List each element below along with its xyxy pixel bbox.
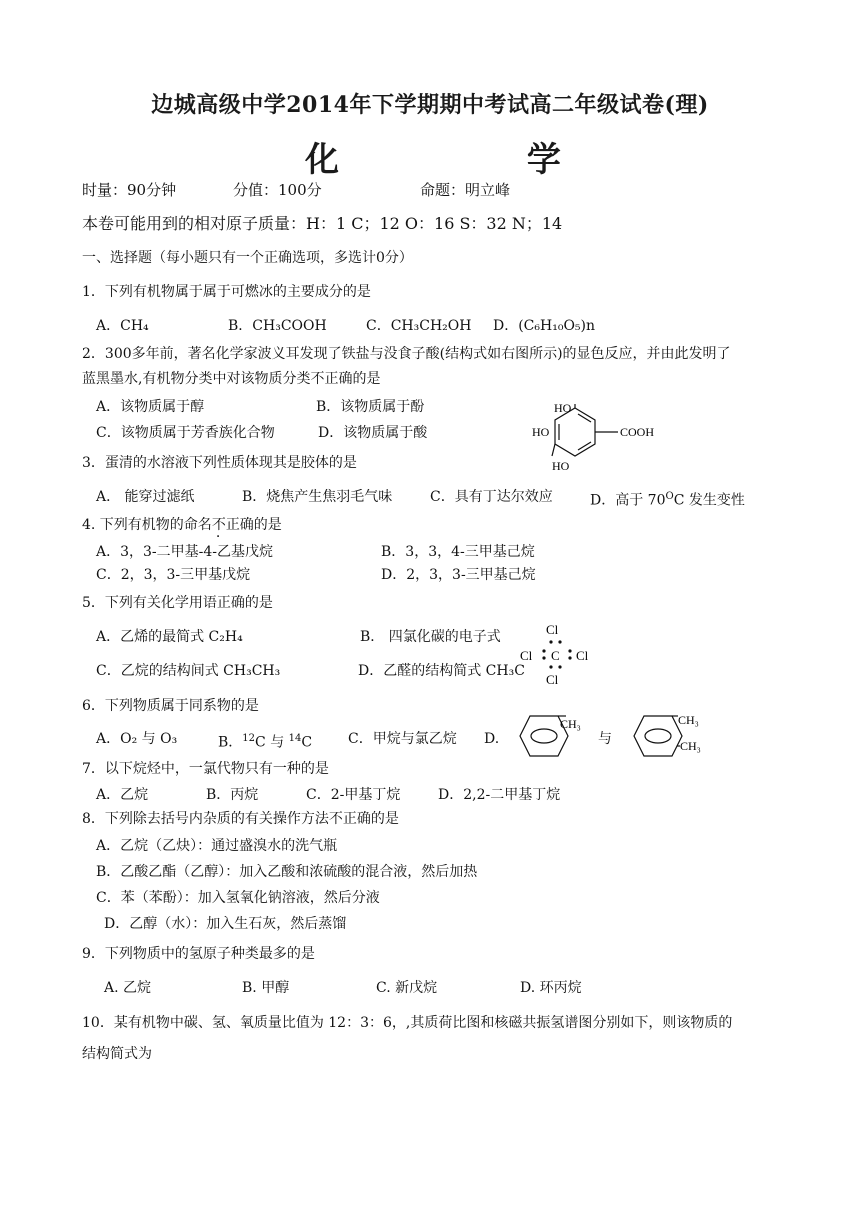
- q5-option-a: A．乙烯的最简式 C₂H₄: [96, 629, 243, 645]
- q3-option-d: D．高于 $70^OC$ 发生变性: [590, 491, 745, 509]
- q5-option-d: D．乙醛的结构简式 CH₃C: [358, 663, 525, 679]
- q6-stem: 6．下列物质属于同系物的是: [82, 698, 259, 714]
- cl-bottom: Cl: [546, 672, 559, 687]
- q1-option-b: B．CH₃COOH: [228, 318, 327, 334]
- q3-stem: 3．蛋清的水溶液下列性质体现其是胶体的是: [82, 455, 357, 471]
- q9-option-c: C. 新戊烷: [376, 980, 438, 996]
- ho-top-label: HO: [554, 401, 572, 415]
- q4-option-a: A．3，3-二甲基-4-乙基戊烷: [96, 544, 274, 560]
- q4-option-b: B．3，3，4-三甲基己烷: [381, 544, 535, 560]
- toluene-structure: [518, 712, 594, 760]
- gallic-acid-structure: [530, 394, 680, 478]
- cl-top: Cl: [546, 622, 559, 637]
- exam-score: 分值：100分: [233, 181, 322, 199]
- q1-option-a: A．CH₄: [96, 318, 149, 334]
- q6-option-d: D.: [484, 731, 500, 747]
- xylene-ch3-top: CH₃: [678, 713, 699, 727]
- q5-option-c: C．乙烷的结构间式 CH₃CH₃: [96, 663, 281, 679]
- q7-option-c: C．2-甲基丁烷: [306, 787, 401, 803]
- q5-option-b: B． 四氯化碳的电子式: [360, 629, 501, 645]
- q8-stem: 8．下列除去括号内杂质的有关操作方法不正确的是: [82, 811, 399, 827]
- carbon-center: C: [551, 648, 560, 663]
- cl-left: Cl: [520, 648, 533, 663]
- q2-option-b: B．该物质属于酚: [316, 399, 425, 415]
- q6-and-label: 与: [598, 731, 612, 747]
- toluene-ch3: CH₃: [560, 717, 581, 731]
- q9-option-a: A. 乙烷: [104, 980, 152, 996]
- xylene-structure: [632, 712, 708, 760]
- q7-option-d: D．2,2-二甲基丁烷: [438, 787, 561, 803]
- q4-option-d: D．2，3，3-三甲基己烷: [381, 567, 536, 583]
- q6-option-a: A．O₂ 与 O₃: [96, 731, 178, 747]
- q6-option-b: B．$^{12}$C 与 $^{14}$C: [218, 733, 313, 751]
- q1-option-d: D．(C₆H₁₀O₅)n: [493, 318, 596, 334]
- q2-stem-line1: 2．300多年前，著名化学家波义耳发现了铁盐与没食子酸(结构式如右图所示)的显色反应，并由此发明了: [82, 346, 731, 362]
- q8-option-b: B．乙酸乙酯（乙醇）：加入乙酸和浓硫酸的混合液，然后加热: [96, 864, 478, 880]
- cl-right: Cl: [576, 648, 589, 663]
- atomic-mass-note: 本卷可能用到的相对原子质量：H：1 C；12 O：16 S：32 N；14: [82, 214, 563, 233]
- xylene-ch3-bottom: CH₃: [680, 739, 701, 753]
- q5-stem: 5．下列有关化学用语正确的是: [82, 595, 273, 611]
- q3-option-a: A． 能穿过滤纸: [96, 489, 195, 505]
- q9-option-b: B. 甲醇: [242, 980, 290, 996]
- cooh-label: COOH: [620, 425, 655, 439]
- q9-option-d: D. 环丙烷: [520, 980, 582, 996]
- ho-bot-label: HO: [552, 459, 570, 473]
- exam-author: 命题：明立峰: [420, 181, 511, 199]
- q10-stem-line2: 结构简式为: [82, 1046, 152, 1062]
- ccl4-electron-formula: [520, 620, 600, 688]
- q2-option-c: C．该物质属于芳香族化合物: [96, 425, 275, 441]
- q7-option-b: B．丙烷: [206, 787, 259, 803]
- q8-option-a: A．乙烷（乙炔）：通过盛溴水的洗气瓶: [96, 838, 338, 854]
- q2-option-a: A．该物质属于醇: [96, 399, 205, 415]
- q4-stem: 4. 下列有机物的命名不正确的是: [82, 517, 282, 533]
- section-heading: 一、选择题（每小题只有一个正确选项，多选计0分）: [82, 250, 413, 266]
- q7-stem: 7．以下烷烃中，一氯代物只有一种的是: [82, 761, 329, 777]
- q1-option-c: C．CH₃CH₂OH: [366, 318, 472, 334]
- q8-option-d: D．乙醇（水）：加入生石灰，然后蒸馏: [104, 916, 347, 932]
- subject-title: 化 学: [305, 140, 649, 180]
- q10-stem-line1: 10．某有机物中碳、氢、氧质量比值为 12：3：6，,其质荷比图和核磁共振氢谱图分别如下，则该物质的: [82, 1015, 733, 1031]
- q7-option-a: A．乙烷: [96, 787, 149, 803]
- q9-stem: 9．下列物质中的氢原子种类最多的是: [82, 946, 315, 962]
- q6-option-c: C．甲烷与氯乙烷: [348, 731, 457, 747]
- exam-time: 时量：90分钟: [82, 181, 177, 199]
- q4-option-c: C．2，3，3-三甲基戊烷: [96, 567, 251, 583]
- q1-stem: 1．下列有机物属于属于可燃冰的主要成分的是: [82, 284, 371, 300]
- q3-option-c: C．具有丁达尔效应: [430, 489, 553, 505]
- ho-mid-label: HO: [532, 425, 550, 439]
- q2-option-d: D．该物质属于酸: [318, 425, 428, 441]
- q2-stem-line2: 蓝黑墨水,有机物分类中对该物质分类不正确的是: [82, 371, 381, 387]
- q3-option-b: B．烧焦产生焦羽毛气味: [242, 489, 393, 505]
- exam-title: 边城高级中学2014年下学期期中考试高二年级试卷(理): [151, 92, 709, 118]
- q8-option-c: C．苯（苯酚）：加入氢氧化钠溶液，然后分液: [96, 890, 380, 906]
